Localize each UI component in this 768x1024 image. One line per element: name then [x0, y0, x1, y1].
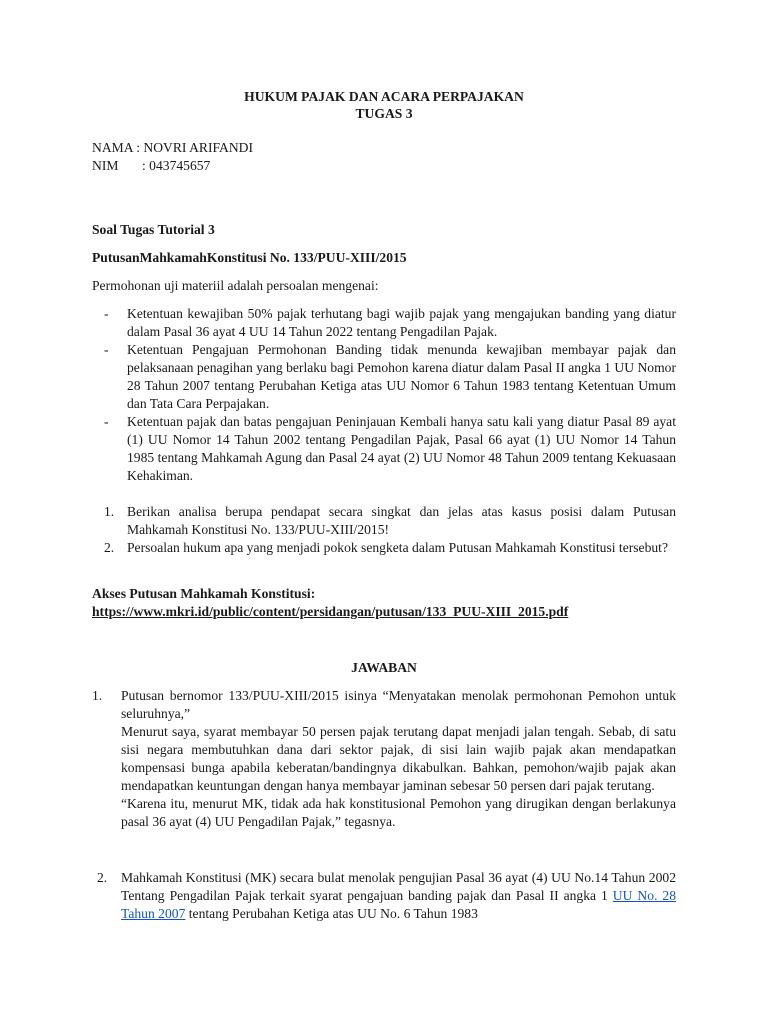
answer-2-text-after: tentang Perubahan Ketiga atas UU No. 6 Tahun 1983: [185, 906, 478, 921]
nama-value: : NOVRI ARIFANDI: [136, 140, 254, 155]
question-number: 2.: [104, 540, 115, 555]
access-label: Akses Putusan Mahkamah Konstitusi:: [92, 586, 316, 601]
document-subtitle: TUGAS 3: [355, 106, 413, 121]
soal-heading: Soal Tugas Tutorial 3: [92, 222, 215, 237]
bullet-marker: -: [104, 306, 109, 321]
answer-2: [121, 869, 676, 923]
bullet-item: Ketentuan Pengajuan Permohonan Banding tidak menunda kewajiban membayar pajak dan pelaksanaan penagihan yang berlaku bagi Pemohon karena diatur dalam Pasal II angka 1 UU Nomor 28 Tahun 2007 tentang Perubahan Ketiga atas UU Nomor 6 Tahun 1983 tentang Ketentuan Umum dan Tata Cara Perpajakan.: [127, 342, 676, 411]
jawaban-heading: JAWABAN: [351, 660, 417, 675]
nama-row: [92, 139, 253, 157]
bullet-item: Ketentuan pajak dan batas pengajuan Peninjauan Kembali hanya satu kali yang diatur Pasal 89 ayat (1) UU Nomor 14 Tahun 2002 tentang Pengadilan Pajak, Pasal 66 ayat (1) UU Nomor 14 Tahun 1985 tentang Mahkamah Agung dan Pasal 24 ayat (2) UU Nomor 48 Tahun 2009 tentang Kekuasaan Kehakiman.: [127, 414, 676, 483]
bullet-marker: -: [104, 342, 109, 357]
case-title: PutusanMahkamahKonstitusi No. 133/PUU-XIII/2015: [92, 250, 407, 265]
bullet-marker: -: [104, 414, 109, 429]
nama-label: NAMA: [92, 140, 133, 155]
answer-number: 1.: [92, 688, 103, 703]
soal-intro: Permohonan uji materiil adalah persoalan mengenai:: [92, 278, 379, 293]
answer-number: 2.: [97, 870, 108, 885]
answer-2-text: Mahkamah Konstitusi (MK) secara bulat menolak pengujian Pasal 36 ayat (4) UU No.14 Tahun 2002 Tentang Pengadilan Pajak terkait syarat pengajuan banding pajak dan Pasal II angka 1: [121, 870, 676, 903]
access-url-link[interactable]: https://www.mkri.id/public/content/persidangan/putusan/133_PUU-XIII_2015.pdf: [92, 604, 569, 619]
question-item: Berikan analisa berupa pendapat secara singkat dan jelas atas kasus posisi dalam Putusan Mahkamah Konstitusi No. 133/PUU-XIII/2015!: [127, 504, 676, 537]
question-item: Persoalan hukum apa yang menjadi pokok sengketa dalam Putusan Mahkamah Konstitusi tersebut?: [127, 540, 668, 555]
bullet-item: Ketentuan kewajiban 50% pajak terhutang bagi wajib pajak yang mengajukan banding yang diatur dalam Pasal 36 ayat 4 UU 14 Tahun 2022 tentang Pengadilan Pajak.: [127, 306, 676, 339]
document-title: HUKUM PAJAK DAN ACARA PERPAJAKAN: [244, 89, 524, 104]
question-number: 1.: [104, 504, 115, 519]
nim-label: NIM: [92, 158, 119, 173]
uu-28-2007-link[interactable]: UU No. 28 Tahun 2007: [121, 888, 676, 921]
nim-value: : 043745657: [142, 158, 211, 173]
answer-1: Putusan bernomor 133/PUU-XIII/2015 isinya “Menyatakan menolak permohonan Pemohon untuk seluruhnya,” Menurut saya, syarat membayar 50 persen pajak terutang dapat menjadi jalan tengah. Sebab, di satu sisi negara membutuhkan dana dari sektor pajak, di sisi lain wajib pajak akan mendapatkan kompensasi bunga apabila keberatan/bandingnya dikabulkan. Bahkan, pemohon/wajib pajak akan mendapatkan keuntungan dengan hanya membayar jaminan sebesar 50 persen dari pajak terutang. “Karena itu, menurut MK, tidak ada hak konstitusional Pemohon yang dirugikan dengan berlakunya pasal 36 ayat (4) UU Pengadilan Pajak,” tegasnya.: [121, 688, 676, 829]
